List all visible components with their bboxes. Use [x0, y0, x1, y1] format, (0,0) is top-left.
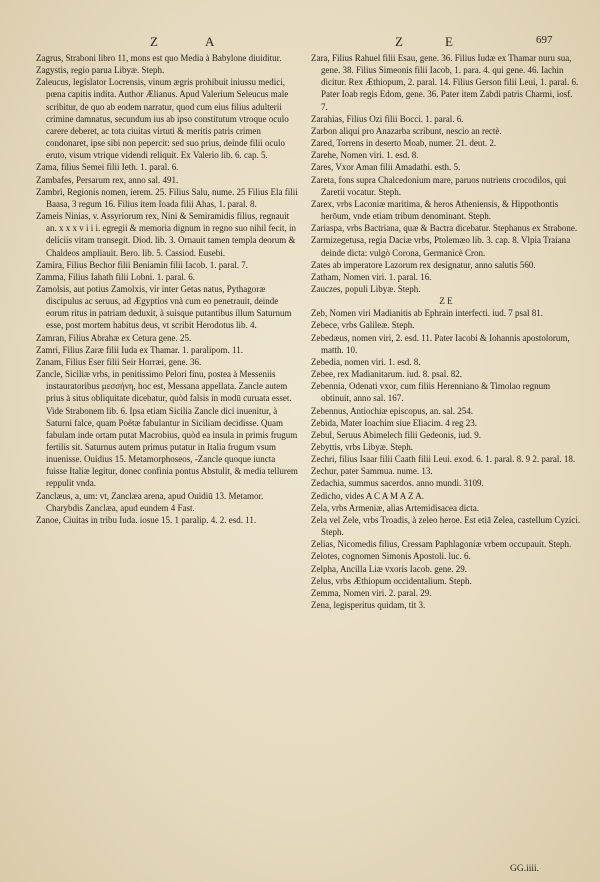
dictionary-entry: Zebida, Mater Ioachim siue Eliacim. 4 reg 23.: [311, 417, 477, 428]
dictionary-entry: Zemma, Nomen viri. 2. paral. 29.: [311, 587, 432, 598]
dictionary-entry: Zagystis, regio parua Libyæ. Steph.: [36, 65, 165, 76]
right-column: [311, 52, 581, 611]
dictionary-entry: Zebece, vrbs Galileæ. Steph.: [311, 320, 415, 331]
dictionary-entry: Zamma, Filius Iahath filii Lobni. 1. paral. 6.: [36, 271, 195, 282]
dictionary-entry: Zatham, Nomen viri. 1. paral. 16.: [311, 271, 432, 282]
header-letter: Z: [395, 34, 404, 49]
dictionary-entry: Zameis Ninias, v. Assyriorum rex, Nini & Semiramidis filius, regnauit an. x x x v i i i. egregii & memoria dignum in regno suo nihil fecit, in deliciis vitam transegit. Diod. lib. 3. Ornauit tamen templa deorum & Chaldeos ampliauit. Bero. lib. 5. Cassiod. Eusebi.: [36, 211, 296, 258]
dictionary-entry: Zanclæus, a, um: vt, Zanclæa arena, apud Ouidiū 13. Metamor. Charybdis Zanclæa, apud eundem 4 Fast.: [36, 490, 264, 513]
dictionary-entry: Zamolsis, aut potius Zamolxis, vir inter Getas natus, Pythagoræ discipulus ac seruus, ad Ægyptios vnà cum eo penetrauit, deinde eorum ritus in patriam deduxit, à suisque putantibus illum Saturnum esse, post mortem habitus deus, vt scribit Herodotus lib. 4.: [36, 283, 292, 331]
header-letter: Z: [150, 34, 159, 49]
dictionary-entry: Zela vel Zele, vrbs Troadis, à zeleo heroe. Est etiā Zelea, castellum Cyzici. Steph.: [311, 514, 581, 538]
dictionary-entry: Zechur, pater Sammua. nume. 13.: [311, 466, 433, 477]
dictionary-entry: Zama, filius Semei filii Ieth. 1. paral. 6.: [36, 162, 179, 173]
dictionary-entry: Zaleucus, legislator Locrensis, vinum ægris prohibuit iniussu medici, pœna capitis indita. Author Ælianus. Apud Valerium Seleucus male scribitur, de quo ab eodem narratur, quod cum eius filius adulterii crimine damnatus, secundum ius ab ipso constitutum vtroque oculo carere deberet, ac tota ciuitas virtuti & meritis patris crimen condonaret, ipse sibi non pepercit: sed suo prius, deinde filii oculo eruto, visum vtrique videndi reliquit. Ex Valerio lib. 6. cap. 5.: [36, 77, 289, 161]
dictionary-entry: Zeb, Nomen viri Madianitis ab Ephrain interfecti. iud. 7 psal 81.: [311, 308, 543, 319]
section-heading: Z E: [439, 296, 453, 307]
dictionary-entry: Zarex, vrbs Laconiæ maritima, & heros Atheniensis, & Hippothontis herōum, vnde etiam tribum denominant. Steph.: [311, 198, 559, 222]
dictionary-entry: Zarmizegetusa, regia Daciæ vrbs, Ptolemæo lib. 3. cap. 8. Vlpia Traiana deinde dicta: vulgò Corona, Germanicè Cron.: [311, 235, 571, 258]
header-letter: A: [205, 34, 216, 49]
header-letter: E: [445, 34, 454, 49]
dictionary-entry: Zamira, Filius Bechor filii Beniamin filii Iacob. 1. paral. 7.: [36, 259, 248, 270]
dictionary-entry: Zareta, fons supra Chalcedonium mare, paruos nutriens crocodilos, qui Zaretii vocatur. Steph.: [311, 174, 567, 197]
dictionary-entry: Zares, Vxor Aman filii Amadathi. esth. 5.: [311, 162, 461, 173]
dictionary-entry: Zelpha, Ancilla Liæ vxoris Iacob. gene. 29.: [311, 563, 467, 574]
page-number: 697: [536, 34, 553, 46]
dictionary-entry: Zambafes, Persarum rex, anno sal. 491.: [36, 174, 179, 185]
dictionary-entry: Zancle, Siciliæ vrbs, in penitissimo Pelori finu, postea à Messeniis instauratoribus μεσσήνη, hoc est, Messana appellata. Zancle autem prius à situs obliquitate dicebatur, quòd falsis in modū curuata esset. Vide Strabonem lib. 6. Ipsa etiam Sicilia Zancle dici inuenitur, à Saturni falce, quam Poëtæ fabulantur in Siciliam decidisse. Quam fabulam inde ortam putat Macrobius, quòd ea insula in primis frugum fertilis sit. Saturnus autem primus putatur in Italia frugum vsum inuenisse. Ouidius 15. Metamorphoseos, -Zancle quoque iuncta fuisse Italiæ legitur, donec confinia pontus Abstulit, & media tellurem reppulit vnda.: [36, 369, 298, 489]
dictionary-entry: Zamran, Filius Abrahæ ex Cetura gene. 25.: [36, 332, 192, 343]
dictionary-entry: Zariaspa, vrbs Bactriana, quæ & Bactra dicebatur. Stephanus ex Strabone.: [311, 223, 578, 234]
dictionary-entry: Zarbon aliqui pro Anazarba scribunt, nescio an rectè.: [311, 125, 502, 136]
dictionary-entry: Zedicho, vides A C A M A Z A.: [311, 490, 425, 501]
dictionary-entry: Zelus, vrbs Æthiopum occidentalium. Steph.: [311, 575, 472, 586]
dictionary-entry: Zanoe, Ciuitas in tribu Iuda. iosue 15. 1 paralip. 4. 2. esd. 11.: [36, 514, 257, 525]
dictionary-entry: Zamri, Filius Zaræ filii Iuda ex Thamar. 1. paralipom. 11.: [36, 344, 243, 355]
dictionary-entry: Zelias, Nicomedis filius, Cressam Paphlagoniæ vrbem occupauit. Steph.: [311, 539, 572, 550]
dictionary-entry: Zena, legisperitus quidam, tit 3.: [311, 600, 426, 611]
dictionary-entry: Zanam, Filius Eser filii Seir Horræi, gene. 36.: [36, 356, 202, 367]
dictionary-entry: Zebedia, nomen viri. 1. esd. 8.: [311, 356, 421, 367]
signature-mark: GG.iiii.: [510, 864, 540, 874]
dictionary-entry: Zarahias, Filius Ozi filii Bocci. 1. paral. 6.: [311, 113, 464, 124]
dictionary-entry: Zelotes, cognomen Simonis Apostoli. luc. 6.: [311, 551, 471, 562]
dictionary-entry: Zebee, rex Madianitarum. iud. 8. psal. 82.: [311, 369, 462, 380]
dictionary-entry: Zebyttis, vrbs Libyæ. Steph.: [311, 442, 413, 452]
dictionary-entry: Zagrus, Straboni libro 11, mons est quo Media à Babylone diuiditur.: [36, 53, 282, 63]
dictionary-entry: Zechri, filius Isaar filii Caath filii Leui. exod. 6. 1. paral. 8. 9 2. paral. 18.: [311, 454, 576, 465]
dictionary-entry: Zedachia, summus sacerdos. anno mundi. 3109.: [311, 478, 484, 489]
dictionary-entry: Zebennus, Antiochiæ episcopus, an. sal. 254.: [311, 405, 473, 416]
dictionary-entry: Zebennia, Odenati vxor, cum filiis Herenniano & Timolao regnum obtinuit, anno sal. 167.: [311, 381, 551, 404]
dictionary-entry: Zates ab imperatore Lazorum rex designatur, anno salutis 560.: [311, 259, 536, 270]
dictionary-entry: Zela, vrbs Armeniæ, alias Artemidisacea dicta.: [311, 502, 479, 513]
dictionary-entry: Zebul, Seruus Abimelech filii Gedeonis, iud. 9.: [311, 429, 481, 440]
dictionary-entry: Zebedæus, nomen viri, 2. esd. 11. Pater Iacobi & Iohannis apostolorum, matth. 10.: [311, 332, 570, 355]
dictionary-entry: Zambri, Regionis nomen, ierem. 25. Filius Salu, nume. 25 Filius Ela filii Baasa, 3 regum 16. Filius item Ioada filii Ahas, 1. paral. 8.: [36, 186, 298, 209]
dictionary-entry: Zara, Filius Rahuel filii Esau, gene. 36. Filius Iudæ ex Thamar nuru sua, gene. 38. Filius Simeonis filii Iacob, 1. para. 4. qui gene. 46. Iachin dicitur. Rex Æthiopum, 2. paral. 14. Filius Gerson filii Leui, 1. paral. 6. Pater Ioab regis Edom, gene. 36. Pater item Zabdi patris Charmi, iosf. 7.: [311, 53, 579, 112]
left-column: [36, 52, 298, 526]
dictionary-entry: Zared, Torrens in deserto Moab, numer. 21. deut. 2.: [311, 138, 497, 149]
dictionary-entry: Zauczes, populi Libyæ. Steph.: [311, 283, 421, 294]
dictionary-entry: Zarehe, Nomen viri. 1. esd. 8.: [311, 150, 419, 161]
